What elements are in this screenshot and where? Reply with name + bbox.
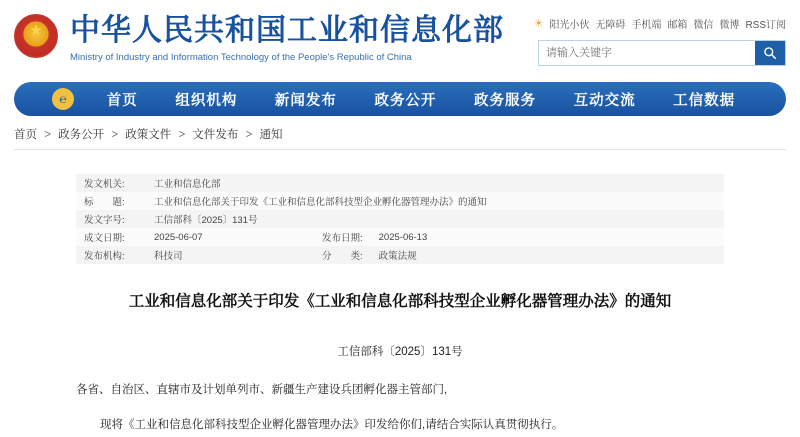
top-link-2[interactable]: 手机端 bbox=[631, 20, 662, 31]
table-row bbox=[76, 192, 724, 210]
meta-value: 2025-06-07 bbox=[154, 231, 203, 243]
national-emblem-icon bbox=[14, 14, 58, 58]
meta-key: 标 题: bbox=[84, 197, 125, 208]
breadcrumb-separator: > bbox=[245, 129, 253, 141]
table-row bbox=[76, 174, 724, 192]
top-links bbox=[533, 16, 786, 31]
breadcrumb-item-4: 通知 bbox=[259, 129, 283, 141]
meta-key: 成文日期: bbox=[84, 233, 125, 244]
meta-key: 发文机关: bbox=[84, 179, 125, 190]
main-navigation bbox=[14, 82, 786, 116]
meta-key: 发布机构: bbox=[84, 251, 125, 262]
site-title-en: Ministry of Industry and Information Technology of the People's Republic of China bbox=[70, 51, 412, 63]
table-row bbox=[76, 228, 724, 246]
breadcrumb bbox=[14, 126, 786, 150]
meta-value: 政策法规 bbox=[378, 251, 417, 262]
nav-item-data[interactable]: 工信数据 bbox=[673, 92, 736, 109]
nav-item-home[interactable]: 首页 bbox=[106, 92, 138, 109]
meta-value: 科技司 bbox=[154, 251, 183, 262]
site-title-cn: 中华人民共和国工业和信息化部 bbox=[70, 14, 504, 47]
top-link-5[interactable]: 微博 bbox=[719, 20, 740, 31]
breadcrumb-separator: > bbox=[178, 129, 186, 141]
table-row bbox=[76, 246, 724, 264]
site-titles bbox=[70, 10, 504, 63]
document-paragraph-0: 各省、自治区、直辖市及计划单列市、新疆生产建设兵团孵化器主管部门, bbox=[76, 384, 448, 397]
nav-item-interaction[interactable]: 互动交流 bbox=[573, 92, 636, 109]
nav-item-organization[interactable]: 组织机构 bbox=[175, 92, 238, 109]
document-paragraph-1: 现将《工业和信息化部科技型企业孵化器管理办法》印发给你们,请结合实际认真贯彻执行。 bbox=[100, 418, 564, 431]
nav-items bbox=[88, 89, 778, 110]
nav-item-government-services[interactable]: 政务服务 bbox=[474, 92, 537, 109]
search-button[interactable] bbox=[755, 41, 785, 65]
meta-value: 2025-06-13 bbox=[378, 231, 428, 243]
site-header bbox=[0, 0, 800, 78]
meta-key: 发文字号: bbox=[84, 215, 125, 226]
top-link-1[interactable]: 无障碍 bbox=[595, 20, 626, 31]
meta-value: 工业和信息化部关于印发《工业和信息化部科技型企业孵化器管理办法》的通知 bbox=[154, 197, 487, 208]
meta-key: 发布日期: bbox=[322, 233, 363, 244]
nav-item-news[interactable]: 新闻发布 bbox=[274, 92, 337, 109]
meta-value: 工业和信息化部 bbox=[154, 179, 221, 190]
breadcrumb-item-3[interactable]: 文件发布 bbox=[192, 129, 239, 141]
header-utilities bbox=[533, 16, 786, 66]
meta-value: 工信部科〔2025〕131号 bbox=[154, 215, 258, 226]
top-link-0[interactable]: 阳光小伙 bbox=[549, 20, 590, 31]
top-link-4[interactable]: 微信 bbox=[693, 20, 714, 31]
page-title: 工业和信息化部关于印发《工业和信息化部科技型企业孵化器管理办法》的通知 bbox=[128, 293, 672, 310]
search-icon bbox=[763, 46, 777, 60]
document-meta-table bbox=[76, 174, 724, 264]
search-box bbox=[538, 40, 786, 66]
breadcrumb-separator: > bbox=[44, 129, 51, 141]
table-row bbox=[76, 210, 724, 228]
nav-item-government-disclosure[interactable]: 政务公开 bbox=[374, 92, 437, 109]
document-number: 工信部科〔2025〕131号 bbox=[337, 346, 463, 359]
top-link-6[interactable]: RSS订阅 bbox=[745, 20, 786, 31]
top-link-3[interactable]: 邮箱 bbox=[667, 20, 688, 31]
breadcrumb-item-1[interactable]: 政务公开 bbox=[58, 129, 105, 141]
breadcrumb-item-0[interactable]: 首页 bbox=[14, 129, 37, 141]
meta-key: 分 类: bbox=[322, 251, 363, 262]
search-input[interactable] bbox=[539, 41, 755, 65]
breadcrumb-separator: > bbox=[111, 129, 119, 141]
ministry-logo-icon: ℮ bbox=[52, 88, 74, 110]
breadcrumb-item-2[interactable]: 政策文件 bbox=[125, 129, 172, 141]
sun-icon: ☀ bbox=[533, 18, 544, 30]
